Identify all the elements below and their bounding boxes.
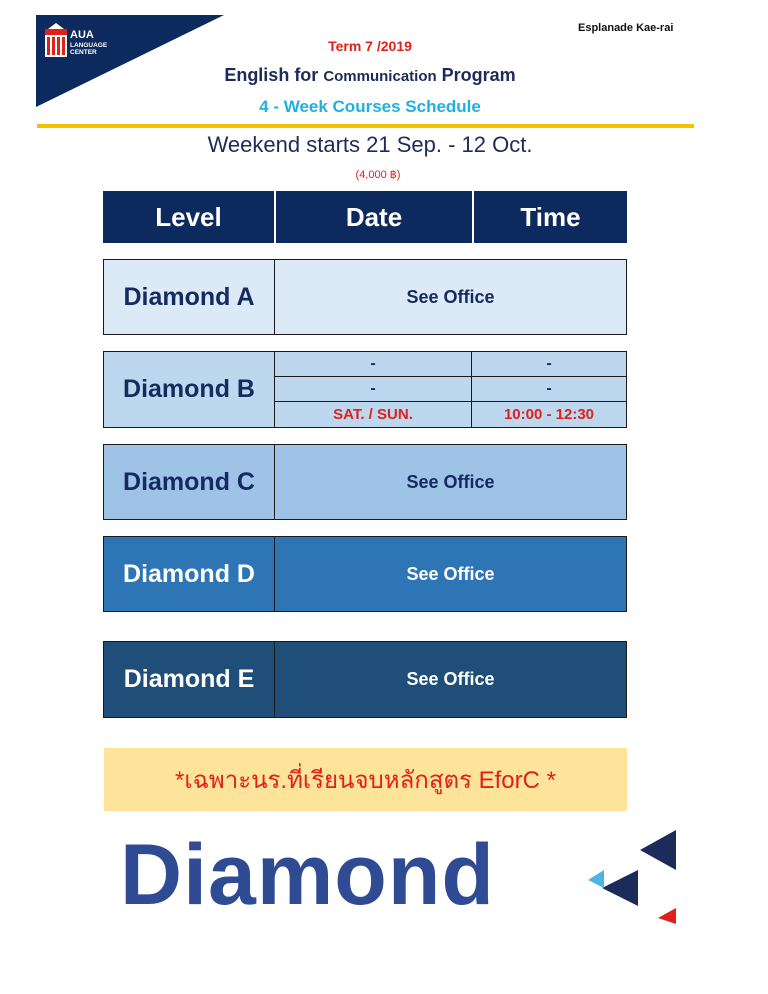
divider-rule <box>37 124 694 128</box>
schedule-title: 4 - Week Courses Schedule <box>259 97 481 116</box>
level-cell: Diamond E <box>104 642 275 717</box>
time-cell: - <box>472 377 626 402</box>
table-row-diamond-a <box>103 259 627 335</box>
table-header <box>103 191 627 243</box>
table-row-diamond-e <box>103 641 627 718</box>
table-row-diamond-d <box>103 536 627 612</box>
level-cell: Diamond B <box>104 352 275 427</box>
program-title <box>0 65 740 86</box>
program-prefix: English for <box>224 65 324 85</box>
level-cell: Diamond A <box>104 260 275 334</box>
date-cell: - <box>275 377 472 402</box>
term-label: Term 7 /2019 <box>328 38 412 54</box>
logo-banner <box>36 15 224 107</box>
time-cell: 10:00 - 12:30 <box>503 406 595 423</box>
column-header-date: Date <box>274 191 472 243</box>
date-cell: SAT. / SUN. <box>275 402 472 427</box>
schedule-subgrid <box>275 352 626 427</box>
level-cell: Diamond C <box>104 445 275 519</box>
table-row-diamond-b <box>103 351 627 428</box>
price-label: (4,000 ฿) <box>355 169 401 181</box>
date-cell: - <box>275 352 472 377</box>
footer-title: Diamond <box>120 827 495 923</box>
period-label: Weekend starts 21 Sep. - 12 Oct. <box>207 132 533 157</box>
value-cell: See Office <box>406 471 495 492</box>
value-cell: See Office <box>406 286 495 307</box>
program-suffix: Program <box>436 65 516 85</box>
value-cell: See Office <box>406 563 495 584</box>
logo-line2: LANGUAGE <box>70 42 108 49</box>
column-header-time: Time <box>472 191 627 243</box>
triangle-decoration-icon <box>568 826 678 926</box>
value-cell: See Office <box>406 669 495 689</box>
logo-name: AUA <box>70 29 94 41</box>
logo-line3: CENTER <box>70 48 97 56</box>
time-cell: - <box>472 352 626 377</box>
table-row-diamond-c <box>103 444 627 520</box>
location-label: Esplanade Kae-rai <box>578 22 674 34</box>
level-cell: Diamond D <box>104 537 275 611</box>
program-middle: Communication <box>323 68 437 85</box>
eligibility-note: *เฉพาะนร.ที่เรียนจบหลักสูตร EforC * <box>104 748 627 811</box>
column-header-level: Level <box>103 191 274 243</box>
